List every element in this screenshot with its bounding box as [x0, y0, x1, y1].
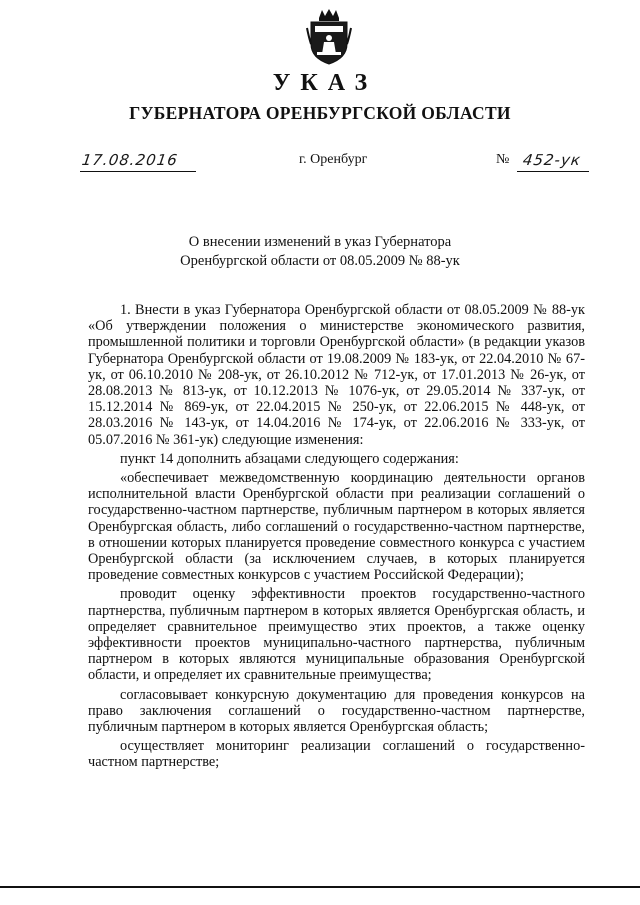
issuer-title: ГУБЕРНАТОРА ОРЕНБУРГСКОЙ ОБЛАСТИ — [129, 103, 511, 123]
decree-heading — [0, 233, 640, 271]
decree-date-field — [80, 149, 196, 172]
body-paragraph: 1. Внести в указ Губернатора Оренбургской области от 08.05.2009 № 88-ук «Об утверждении положения о министерстве экономического развития, промышленной политики и торговли Оренбургской области» (в редакции указов Губернатора Оренбургской области от 19.08.2009 № 183-ук, от 22.04.2010 № 67-ук, от 06.10.2010 № 208-ук, от 26.10.2012 № 712-ук, от 17.01.2013 № 26-ук, от 28.08.2013 № 813-ук, от 10.12.2013 № 1076-ук, от 29.05.2014 № 337-ук, от 15.12.2014 № 869-ук, от 22.04.2015 № 250-ук, от 22.06.2015 № 448-ук, от 28.03.2016 № 143-ук, от 14.04.2016 № 174-ук, от 22.06.2016 № 333-ук, от 05.07.2016 № 361-ук) следующие изменения: — [88, 302, 585, 448]
coat-of-arms-icon — [305, 8, 353, 66]
page-bottom-rule — [0, 886, 640, 888]
decree-body — [88, 302, 585, 774]
decree-number: 452-ук — [521, 151, 583, 169]
decree-number-label: № — [496, 152, 510, 167]
body-paragraph: проводит оценку эффективности проектов государственно-частного партнерства, публичным партнером в которых является Оренбургская область, и определяет сравнительное преимущество этих проектов, а также оценку эффективности проектов муниципально-частного партнерства, публичным партнером в которых являются муниципальные образования Оренбургской области, и определяет их сравнительные преимущества; — [88, 586, 585, 684]
decree-heading-line: Оренбургской области от 08.05.2009 № 88-ук — [180, 253, 460, 269]
body-paragraph: пункт 14 дополнить абзацами следующего содержания: — [120, 450, 459, 467]
document-type-title: УКАЗ — [272, 70, 378, 96]
decree-number-field — [517, 149, 589, 172]
body-paragraph: осуществляет мониторинг реализации соглашений о государственно-частном партнерстве; — [88, 738, 585, 771]
decree-heading-line: О внесении изменений в указ Губернатора — [188, 234, 452, 250]
body-paragraph: «обеспечивает межведомственную координацию деятельности органов исполнительной власти Оренбургской области при реализации соглашений о государственно-частном партнерстве, публичным партнером в которых является Оренбургская область, либо соглашений о государственно-частном партнерстве, в отношении которых планируется проведение совместного конкурса с участием Оренбургской области (за исключением случаев, в которых планируется проведение совместных конкурсов с участием Российской Федерации); — [88, 470, 585, 584]
body-paragraph: согласовывает конкурсную документацию для проведения конкурсов на право заключения соглашений о государственно-частном партнерстве, публичным партнером в которых является Оренбургская область; — [88, 686, 585, 736]
decree-date: 17.08.2016 — [80, 151, 180, 169]
decree-city: г. Оренбург — [299, 152, 368, 167]
